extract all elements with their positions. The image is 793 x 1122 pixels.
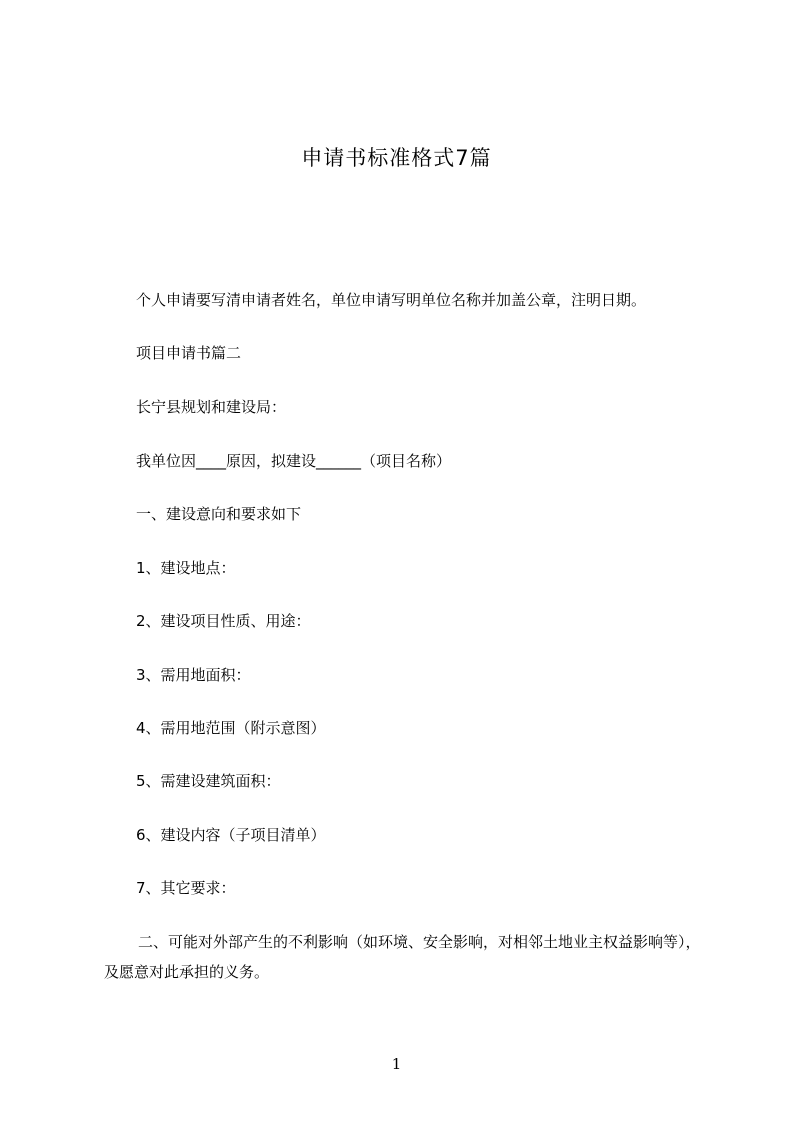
list-item: 4、需用地范围（附示意图） [136,719,326,737]
list-item: 7、其它要求： [136,879,236,897]
paragraph-impact-obligations: 二、可能对外部产生的不利影响（如环境、安全影响，对相邻土地业主权益影响等），及愿意对此承担的义务。 [104,933,701,981]
list-item: 5、需建设建筑面积： [136,772,281,790]
page-number: 1 [391,1055,402,1073]
list-item: 3、需用地面积： [136,666,251,684]
paragraph-requirements-heading: 一、建设意向和要求如下 [136,505,302,523]
paragraph-addressee: 长宁县规划和建设局： [136,398,287,416]
paragraph-applicant-note: 个人申请要写清申请者姓名，单位申请写明单位名称并加盖公章，注明日期。 [136,291,647,309]
list-item: 2、建设项目性质、用途： [136,612,311,630]
document-title: 申请书标准格式7篇 [301,146,492,170]
paragraph-intro: 我单位因____原因，拟建设______（项目名称） [136,452,452,470]
paragraph-section-heading: 项目申请书篇二 [136,344,242,362]
list-item: 6、建设内容（子项目清单） [136,826,326,844]
list-item: 1、建设地点： [136,559,236,577]
